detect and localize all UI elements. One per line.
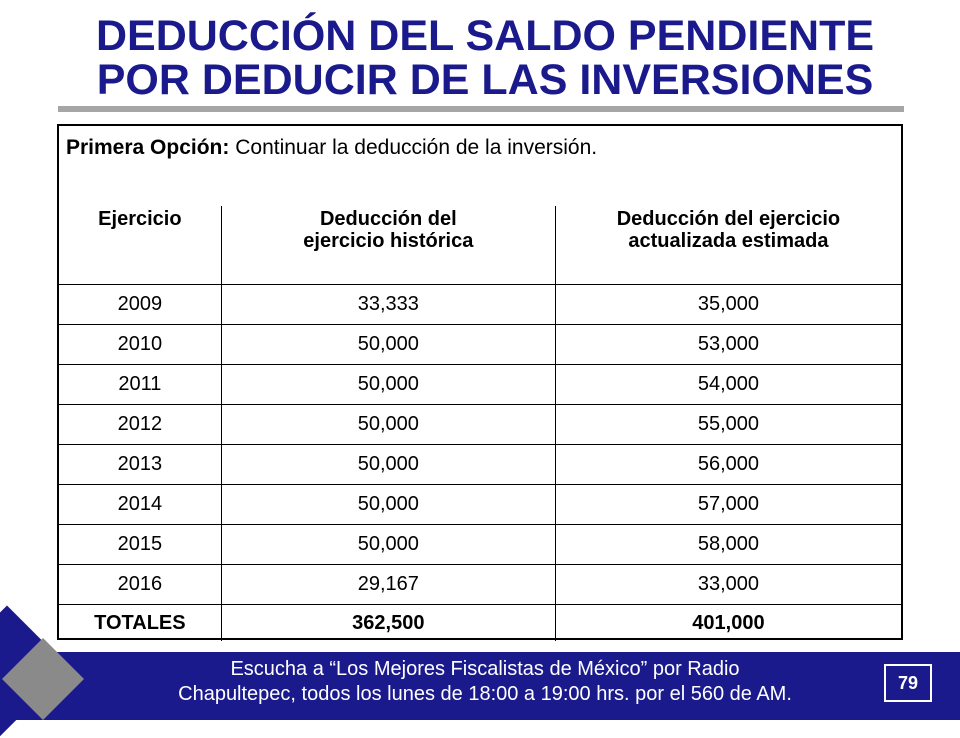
totals-historic: 362,500 [221,605,555,642]
footer-announcement [60,657,910,707]
table-row [59,405,901,445]
table-row [59,565,901,605]
table-row [59,285,901,325]
header-ejercicio: Ejercicio [59,206,221,285]
cell-year: 2010 [59,325,221,365]
cell-year: 2015 [59,525,221,565]
footer-line-1: Escucha a “Los Mejores Fiscalistas de México” por Radio [230,658,740,680]
title-line-2: POR DEDUCIR DE LAS INVERSIONES [96,56,874,104]
table-row [59,445,901,485]
cell-year: 2013 [59,445,221,485]
cell-historic: 50,000 [221,405,555,445]
deduction-table [59,206,901,641]
title-line-1: DEDUCCIÓN DEL SALDO PENDIENTE [95,12,875,60]
cell-historic: 50,000 [221,445,555,485]
totals-label: TOTALES [59,605,221,642]
table-row [59,485,901,525]
cell-historic: 50,000 [221,365,555,405]
title-divider [58,106,904,112]
cell-historic: 50,000 [221,485,555,525]
table-row [59,525,901,565]
table-caption [66,136,597,160]
cell-estimated: 58,000 [555,525,901,565]
header-deduccion-historica: Deducción del ejercicio histórica [221,206,555,285]
table-header-row [59,206,901,285]
cell-historic: 33,333 [221,285,555,325]
totals-estimated: 401,000 [692,611,765,634]
cell-year: 2012 [59,405,221,445]
cell-estimated: 54,000 [555,365,901,405]
totals-row [59,605,901,642]
cell-year: 2011 [59,365,221,405]
cell-estimated: 55,000 [555,405,901,445]
cell-estimated: 35,000 [555,285,901,325]
slide-title [60,14,910,102]
cell-estimated: 53,000 [555,325,901,365]
caption-text: Continuar la deducción de la inversión. [229,136,598,159]
cell-estimated: 56,000 [555,445,901,485]
cell-historic: 29,167 [221,565,555,605]
header-deduccion-actualizada: Deducción del ejercicio actualizada estimada [555,206,901,285]
page-number: 79 [884,664,932,702]
table-row [59,325,901,365]
cell-estimated: 57,000 [555,485,901,525]
cell-year: 2016 [59,565,221,605]
cell-historic: 50,000 [221,325,555,365]
cell-historic: 50,000 [221,525,555,565]
cell-estimated: 33,000 [555,565,901,605]
cell-year: 2009 [59,285,221,325]
cell-year: 2014 [59,485,221,525]
table-row [59,365,901,405]
caption-bold: Primera Opción: [66,136,230,159]
footer-line-2: Chapultepec, todos los lunes de 18:00 a 19:00 hrs. por el 560 de AM. [178,683,792,705]
